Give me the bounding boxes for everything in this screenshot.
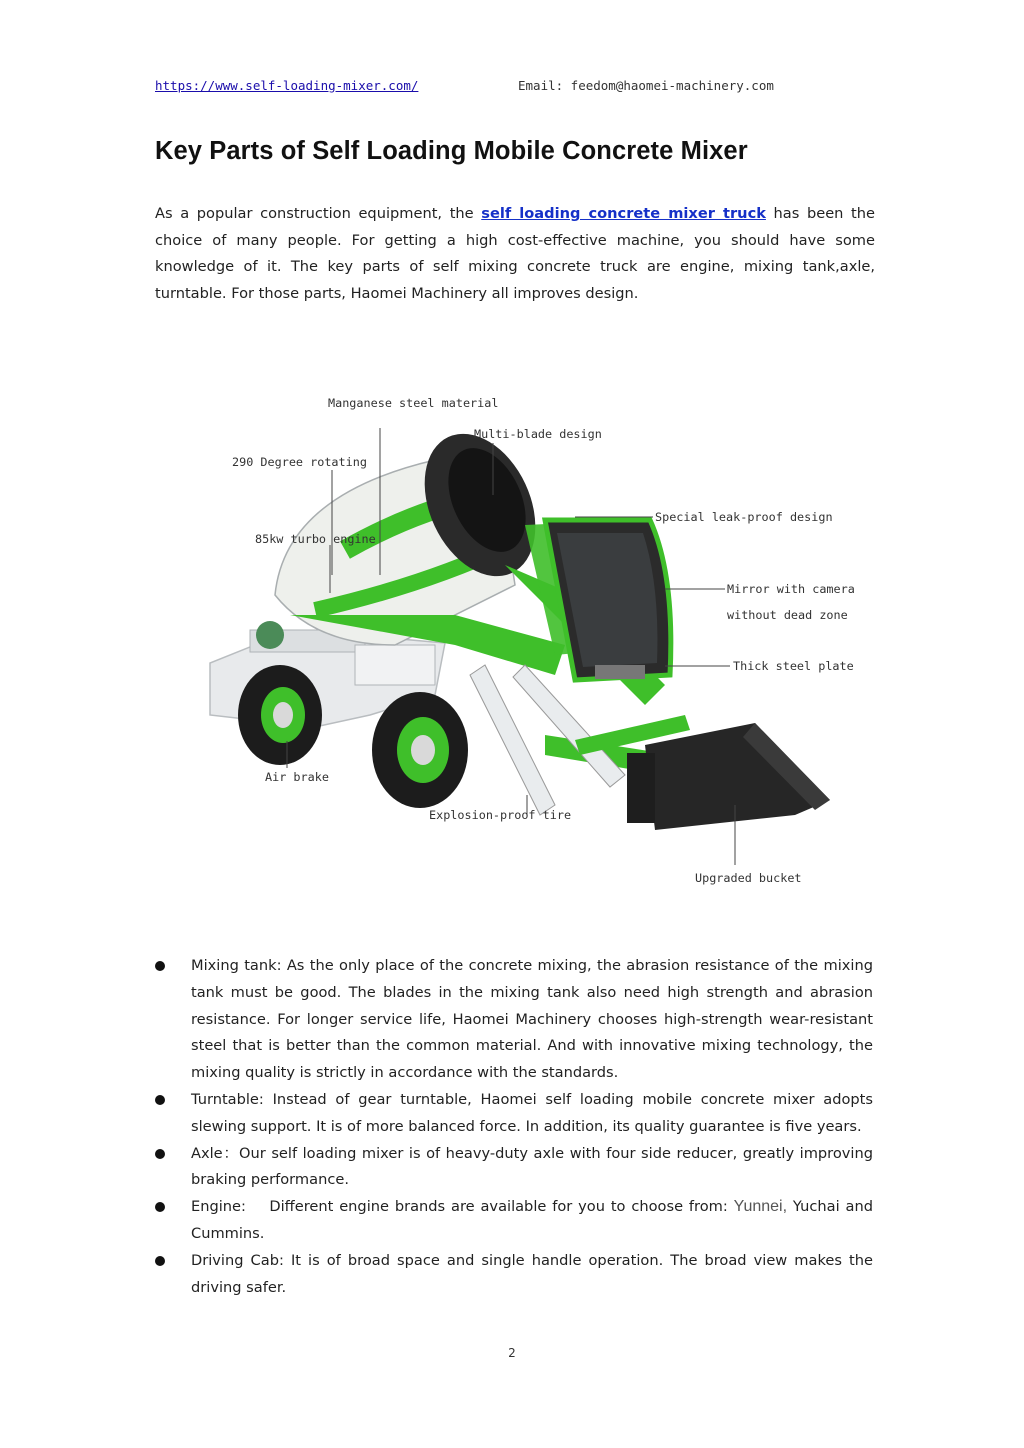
engine-brand-text: Yunnei, (733, 1198, 788, 1216)
page-header (155, 78, 875, 93)
label-airbrake: Air brake (265, 770, 329, 784)
list-item-text: Turntable: Instead of gear turntable, Haomei self loading mobile concrete mixer adopts slewing support. It is of more balanced force. In addition, its quality guarantee is five years. (191, 1090, 873, 1135)
bullet-icon (155, 1149, 165, 1159)
list-item-text: Axle：Our self loading mixer is of heavy-duty axle with four side reducer, greatly improving braking performance. (191, 1144, 873, 1189)
label-multiblade: Multi-blade design (474, 427, 602, 441)
list-item-turntable (155, 1087, 873, 1141)
intro-text-start: As a popular construction equipment, the (155, 205, 482, 222)
page-title: Key Parts of Self Loading Mobile Concrete Mixer (155, 137, 748, 165)
bullet-icon (155, 1095, 165, 1105)
bullet-icon (155, 1202, 165, 1212)
bullet-icon (155, 961, 165, 971)
intro-paragraph (155, 201, 875, 308)
email-text: Email: feedom@haomei-machinery.com (518, 78, 774, 93)
list-item-text: Engine: Different engine brands are available for you to choose from: (191, 1198, 734, 1216)
label-tire: Explosion-proof tire (429, 808, 572, 822)
website-link[interactable]: https://www.self-loading-mixer.com/ (155, 78, 419, 93)
label-bucket: Upgraded bucket (695, 871, 802, 885)
label-mirror-line1: Mirror with camera (727, 582, 855, 596)
label-manganese: Manganese steel material (328, 396, 499, 410)
label-rotating: 290 Degree rotating (232, 455, 367, 469)
list-item-axle (155, 1141, 873, 1195)
self-loading-truck-link[interactable]: self loading concrete mixer truck (481, 205, 766, 222)
list-item-text: Mixing tank: As the only place of the concrete mixing, the abrasion resistance of the mixing tank must be good. The blades in the mixing tank also need high strength and abrasion resistance. For longer service life, Haomei Machinery chooses high-strength wear-resistant steel that is better than the common material. And with innovative mixing technology, the mixing quality is strictly in accordance with the standards. (191, 957, 873, 1082)
label-engine: 85kw turbo engine (255, 532, 376, 546)
list-item-text-end: Yuchai and Cummins. (191, 1198, 873, 1242)
list-item-text: Driving Cab: It is of broad space and single handle operation. The broad view makes the driving safer. (191, 1251, 873, 1296)
mixer-diagram (195, 345, 875, 935)
label-steelplate: Thick steel plate (733, 659, 854, 673)
label-mirror-line2: without dead zone (727, 608, 848, 622)
page-number: 2 (508, 1346, 516, 1360)
label-leakproof: Special leak-proof design (655, 510, 833, 524)
list-item-driving-cab (155, 1248, 873, 1302)
intro-text-end: has been the choice of many people. For getting a high cost-effective machine, you should have some knowledge of it. The key parts of self mixing concrete truck are engine, mixing tank,axle, turntable. For those parts, Haomei Machinery all improves design. (155, 205, 875, 303)
list-item-engine (155, 1194, 873, 1248)
key-parts-list (155, 953, 873, 1301)
list-item-mixing-tank (155, 953, 873, 1087)
bullet-icon (155, 1256, 165, 1266)
